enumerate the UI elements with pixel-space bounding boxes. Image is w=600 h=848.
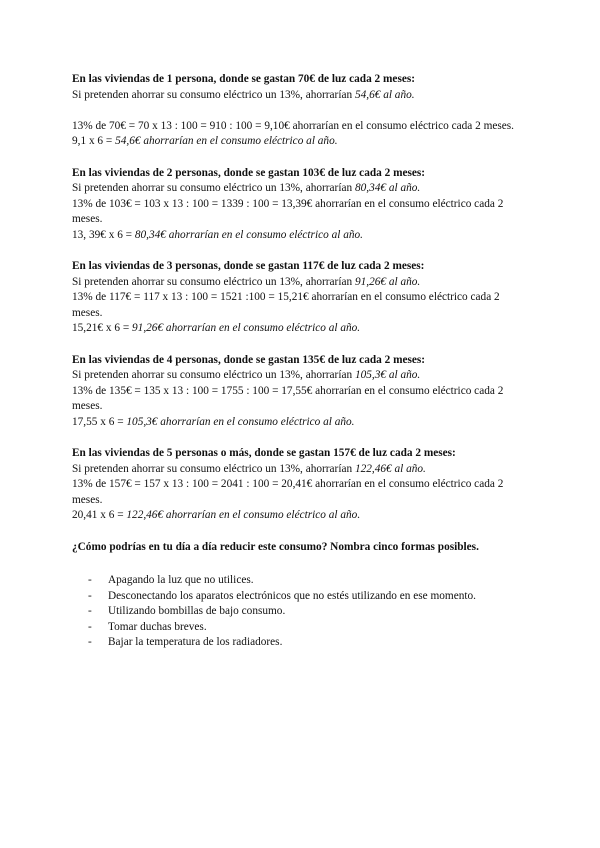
calculation-line: 13% de 117€ = 117 x 13 : 100 = 1521 :100 = 15,21€ ahorrarían en el consumo eléctrico cada 2 meses. xyxy=(72,291,500,319)
calculation-line: 13% de 70€ = 70 x 13 : 100 = 910 : 100 = 9,10€ ahorrarían en el consumo eléctrico cada 2 meses. xyxy=(72,119,515,132)
document-page xyxy=(72,72,532,651)
annual-calculation xyxy=(72,134,532,150)
list-item xyxy=(88,573,532,589)
tip-text: Desconectando los aparatos electrónicos que no estés utilizando en ese momento. xyxy=(108,589,476,602)
annual-calc-text: 9,1 x 6 = xyxy=(72,135,116,147)
intro-result: 80,34€ al año. xyxy=(354,182,421,194)
intro-text: Si pretenden ahorrar su consumo eléctrico un 13%, ahorrarían xyxy=(72,462,355,475)
calculation-line: 13% de 135€ = 135 x 13 : 100 = 1755 : 100 = 17,55€ ahorrarían en el consumo eléctrico cada 2 meses. xyxy=(72,384,504,412)
annual-calc-result: 122,46€ ahorrarían en el consumo eléctrico al año. xyxy=(126,509,361,521)
annual-calc-text: 17,55 x 6 = xyxy=(72,415,127,428)
annual-calculation xyxy=(72,508,532,524)
blank-line xyxy=(72,103,532,119)
calculation-line: 13% de 103€ = 103 x 13 : 100 = 1339 : 100 = 13,39€ ahorrarían en el consumo eléctrico cada 2 meses. xyxy=(72,197,504,225)
annual-calc-text: 13, 39€ x 6 = xyxy=(72,228,135,241)
section-intro xyxy=(72,462,532,478)
annual-calculation xyxy=(72,228,532,244)
annual-calc-result: 54,6€ ahorrarían en el consumo eléctrico al año. xyxy=(115,135,338,147)
section-2-persons xyxy=(72,166,532,244)
bullet-dash: - xyxy=(88,636,92,648)
bullet-dash: - xyxy=(88,620,92,633)
list-item xyxy=(88,604,532,620)
question-heading: ¿Cómo podrías en tu día a día reducir este consumo? Nombra cinco formas posibles. xyxy=(72,540,479,553)
section-heading: En las viviendas de 2 personas, donde se gastan 103€ de luz cada 2 meses: xyxy=(72,166,426,179)
tip-text: Utilizando bombillas de bajo consumo. xyxy=(108,605,286,617)
bullet-dash: - xyxy=(88,605,92,617)
section-intro xyxy=(72,88,532,104)
bullet-dash: - xyxy=(88,574,92,586)
section-1-person xyxy=(72,72,532,150)
intro-text: Si pretenden ahorrar su consumo eléctrico un 13%, ahorrarían xyxy=(72,182,355,194)
bullet-dash: - xyxy=(88,589,92,602)
tip-text: Tomar duchas breves. xyxy=(108,620,207,633)
annual-calculation xyxy=(72,415,532,431)
annual-calc-text: 15,21€ x 6 = xyxy=(72,322,133,334)
section-heading: En las viviendas de 5 personas o más, donde se gastan 157€ de luz cada 2 meses: xyxy=(72,447,456,459)
intro-result: 91,26€ al año. xyxy=(354,275,421,288)
section-intro xyxy=(72,181,532,197)
tip-text: Apagando la luz que no utilices. xyxy=(108,574,254,586)
calculation-line: 13% de 157€ = 157 x 13 : 100 = 2041 : 100 = 20,41€ ahorrarían en el consumo eléctrico cada 2 meses. xyxy=(72,478,504,506)
section-4-persons xyxy=(72,353,532,431)
list-item xyxy=(88,635,532,651)
annual-calc-text: 20,41 x 6 = xyxy=(72,509,127,521)
intro-text: Si pretenden ahorrar su consumo eléctrico un 13%, ahorrarían xyxy=(72,275,355,288)
intro-text: Si pretenden ahorrar su consumo eléctrico un 13%, ahorrarían xyxy=(72,88,355,101)
tip-text: Bajar la temperatura de los radiadores. xyxy=(108,636,283,648)
intro-text: Si pretenden ahorrar su consumo eléctrico un 13%, ahorrarían xyxy=(72,369,355,381)
section-intro xyxy=(72,368,532,384)
section-5-persons xyxy=(72,446,532,524)
annual-calculation xyxy=(72,321,532,337)
annual-calc-result: 105,3€ ahorrarían en el consumo eléctrico al año. xyxy=(126,415,355,428)
annual-calc-result: 91,26€ ahorrarían en el consumo eléctrico al año. xyxy=(132,322,361,334)
list-item xyxy=(88,589,532,605)
intro-result: 105,3€ al año. xyxy=(354,369,421,381)
section-intro xyxy=(72,275,532,291)
annual-calc-result: 80,34€ ahorrarían en el consumo eléctrico al año. xyxy=(134,228,363,241)
section-3-persons xyxy=(72,259,532,337)
list-item xyxy=(88,620,532,636)
intro-result: 54,6€ al año. xyxy=(354,88,415,101)
section-heading: En las viviendas de 1 persona, donde se gastan 70€ de luz cada 2 meses: xyxy=(72,73,416,85)
section-heading: En las viviendas de 3 personas, donde se gastan 117€ de luz cada 2 meses: xyxy=(72,260,425,272)
intro-result: 122,46€ al año. xyxy=(354,462,426,475)
section-heading: En las viviendas de 4 personas, donde se gastan 135€ de luz cada 2 meses: xyxy=(72,353,426,366)
tips-list xyxy=(72,573,532,651)
